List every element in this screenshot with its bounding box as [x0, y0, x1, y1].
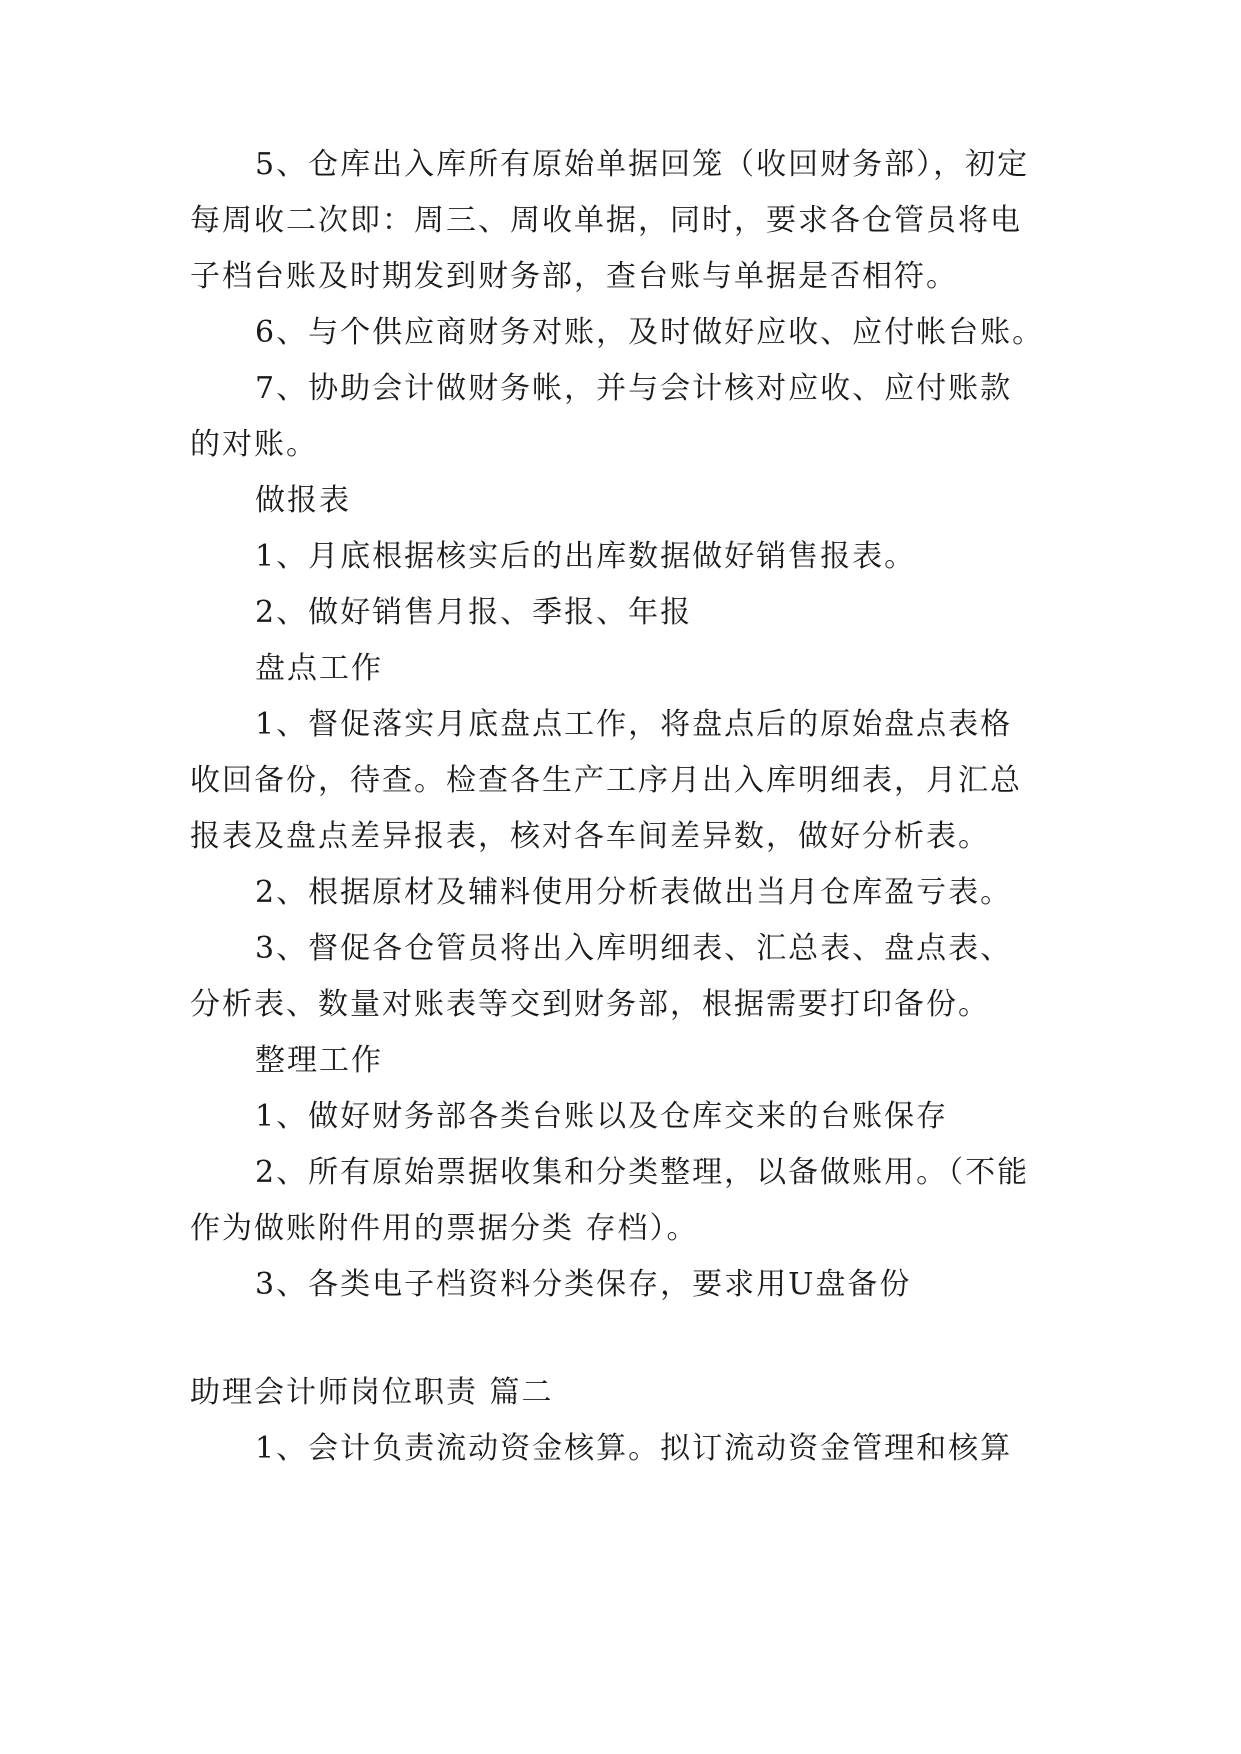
document-title: 助理会计师岗位职责 篇二 — [190, 1375, 554, 1410]
paragraph-line: 报表及盘点差异报表，核对各车间差异数，做好分析表。 — [190, 819, 990, 854]
paragraph-line: 每周收二次即：周三、周收单据，同时，要求各仓管员将电 — [190, 203, 1022, 238]
paragraph-line: 1、督促落实月底盘点工作，将盘点后的原始盘点表格 — [255, 707, 1013, 742]
paragraph-line: 1、会计负责流动资金核算。拟订流动资金管理和核算 — [255, 1431, 1013, 1466]
section-heading: 做报表 — [255, 483, 351, 518]
paragraph-line: 作为做账附件用的票据分类 存档）。 — [190, 1211, 699, 1246]
paragraph-line: 收回备份，待查。检查各生产工序月出入库明细表，月汇总 — [190, 763, 1022, 798]
paragraph-line: 2、所有原始票据收集和分类整理，以备做账用。（不能 — [255, 1155, 1030, 1190]
paragraph-line: 3、各类电子档资料分类保存，要求用U盘备份 — [255, 1267, 912, 1302]
paragraph-line: 5、仓库出入库所有原始单据回笼（收回财务部），初定 — [255, 147, 1030, 182]
paragraph-line: 2、根据原材及辅料使用分析表做出当月仓库盈亏表。 — [255, 875, 1013, 910]
paragraph-line: 7、协助会计做财务帐，并与会计核对应收、应付账款 — [255, 371, 1013, 406]
section-heading: 整理工作 — [255, 1043, 383, 1078]
paragraph-line: 2、做好销售月报、季报、年报 — [255, 595, 693, 630]
paragraph-line: 的对账。 — [190, 427, 318, 462]
paragraph-line: 3、督促各仓管员将出入库明细表、汇总表、盘点表、 — [255, 931, 1013, 966]
paragraph-line: 6、与个供应商财务对账，及时做好应收、应付帐台账。 — [255, 315, 1045, 350]
paragraph-line: 分析表、数量对账表等交到财务部，根据需要打印备份。 — [190, 987, 990, 1022]
section-heading: 盘点工作 — [255, 651, 383, 686]
paragraph-line: 子档台账及时期发到财务部，查台账与单据是否相符。 — [190, 259, 958, 294]
paragraph-line: 1、月底根据核实后的出库数据做好销售报表。 — [255, 539, 917, 574]
paragraph-line: 1、做好财务部各类台账以及仓库交来的台账保存 — [255, 1099, 949, 1134]
